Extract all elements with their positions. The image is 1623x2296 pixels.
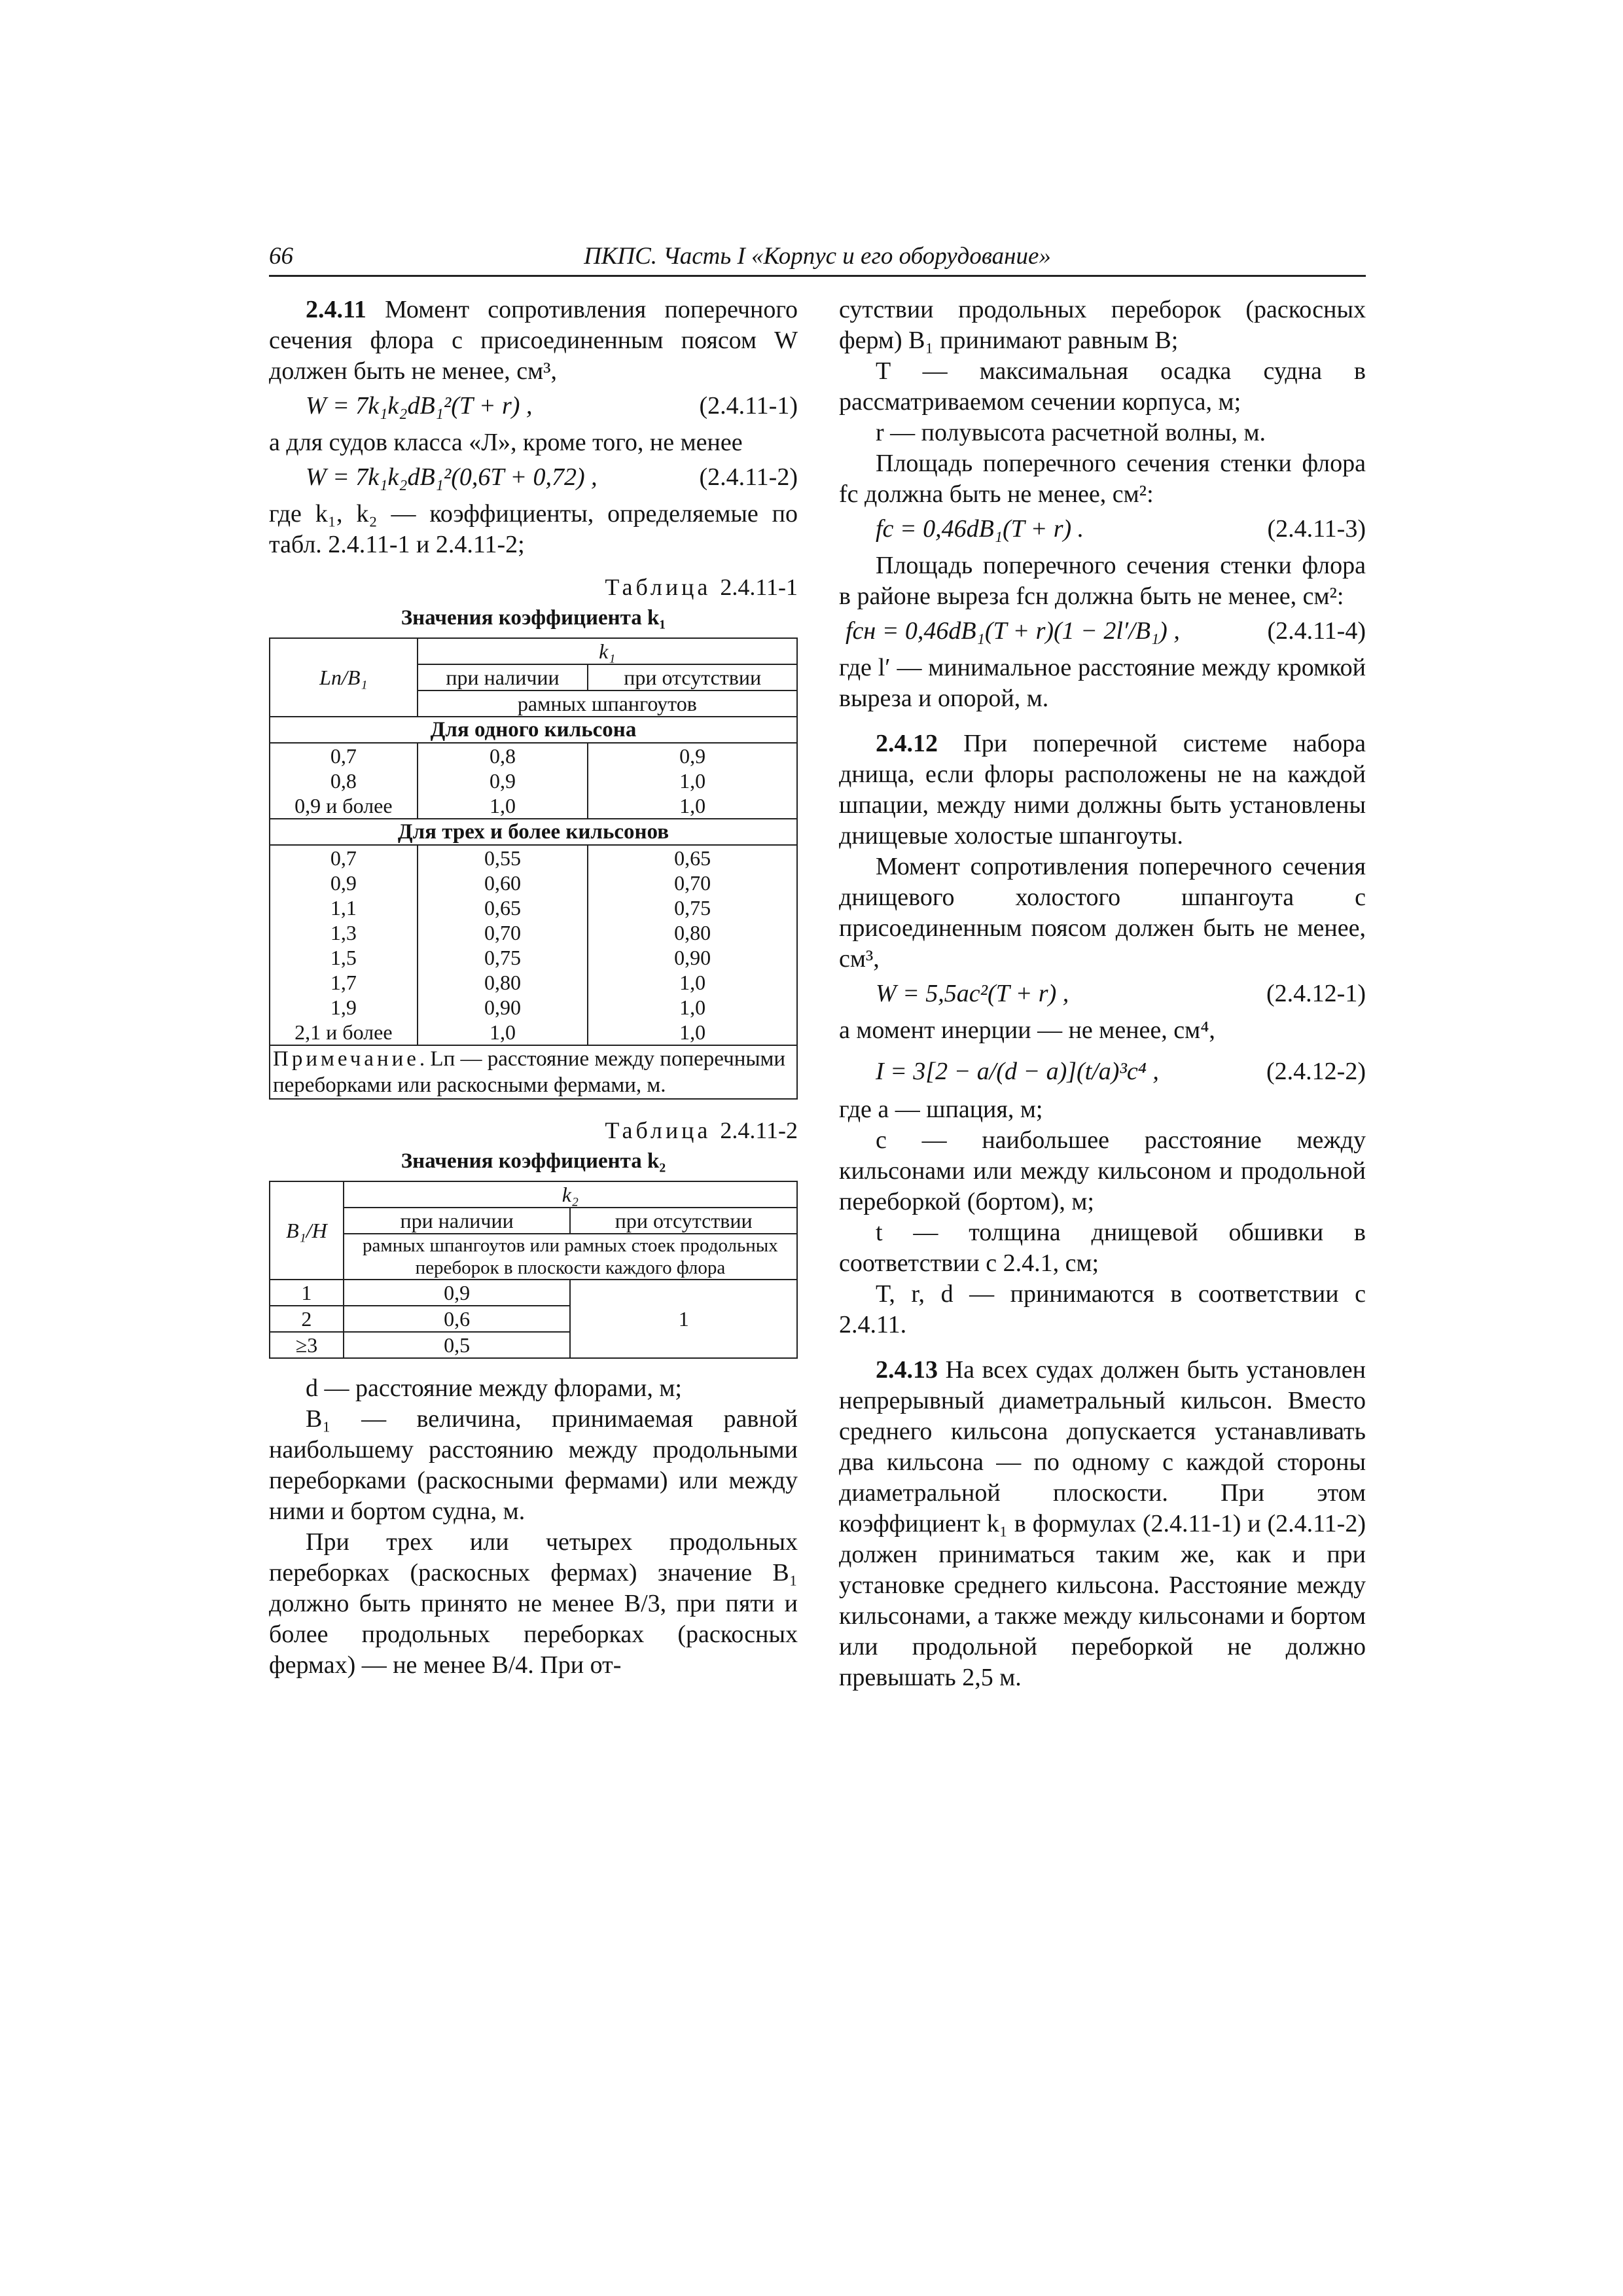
paragraph-2-4-11: 2.4.11 Момент сопротивления поперечного сечения флора с присоединенным поясом W должен быть не менее, см³, (269, 296, 798, 385)
table1-rowhead: Lп/B₁ (270, 638, 418, 717)
table2-cell: ≥3 (270, 1332, 344, 1358)
definition-a: где a — шпация, м; (839, 1096, 1043, 1123)
table1-cell: 0,7 (270, 743, 418, 768)
table2-cell: 1 (270, 1280, 344, 1306)
table1-row (270, 895, 797, 920)
table1-row (270, 743, 797, 768)
table1-cell: 0,65 (418, 895, 588, 920)
table1-cell: 1,9 (270, 995, 418, 1020)
right-column (839, 295, 1366, 1693)
formula-2-4-11-3: fc = 0,46dB₁(T + r) . (2.4.11-3) (876, 515, 1366, 543)
page-number: 66 (269, 243, 293, 270)
table1-without-header: при отсутствии (588, 664, 797, 691)
definition-c: c — наибольшее расстояние между кильсонами или между кильсоном и продольной переборкой (бортом), м; (839, 1126, 1366, 1215)
table-k1 (269, 637, 798, 1100)
table1-cell: 1,7 (270, 970, 418, 995)
table1-cell: 2,1 и более (270, 1020, 418, 1045)
clause-number: 2.4.12 (876, 730, 938, 757)
table1-cell: 0,9 (418, 768, 588, 793)
table2-label: Таблица 2.4.11-2 (605, 1117, 798, 1143)
table1-row (270, 970, 797, 995)
table1-cell: 1,3 (270, 920, 418, 945)
table1-cell: 1,0 (588, 1020, 797, 1045)
paragraph-inertia: а момент инерции — не менее, см⁴, (839, 1016, 1215, 1044)
table1-row (270, 768, 797, 793)
table1-cell: 0,9 (270, 870, 418, 895)
clause-number: 2.4.13 (876, 1356, 938, 1384)
table2-cell: 0,9 (344, 1280, 571, 1306)
table2-with-header: при наличии (344, 1208, 571, 1234)
formula-2-4-12-1: W = 5,5ac²(T + r) , (2.4.12-1) (876, 980, 1366, 1007)
table1-cell: 0,75 (418, 945, 588, 970)
table1-k-header: k₁ (418, 638, 797, 664)
table1-cell: 0,90 (588, 945, 797, 970)
table2-merged-cell: 1 (570, 1280, 797, 1358)
paragraph-fc: Площадь поперечного сечения стенки флора fc должна быть не менее, см²: (839, 450, 1366, 508)
table1-with-header: при наличии (418, 664, 588, 691)
table1-cell: 0,75 (588, 895, 797, 920)
table1-row (270, 1020, 797, 1045)
table1-cell: 0,8 (270, 768, 418, 793)
formula-2-4-11-1: W = 7k₁k₂dB₁²(T + r) , (2.4.11-1) (306, 392, 798, 420)
running-title: ПКПС. Часть I «Корпус и его оборудование» (584, 243, 1051, 270)
table2-cell: 0,5 (344, 1332, 571, 1358)
table1-row (270, 870, 797, 895)
table1-note: Примечание. Lп — расстояние между поперечными переборками или раскосными фермами, м. (270, 1045, 797, 1099)
table1-cell: 0,9 (588, 743, 797, 768)
table2-k-header: k₂ (344, 1181, 797, 1208)
table1-cell: 1,0 (418, 793, 588, 819)
table-k2 (269, 1181, 798, 1359)
formula-2-4-12-2: I = 3[2 − a/(d − a)](t/a)³c⁴ , (2.4.12-2) (876, 1058, 1366, 1085)
paragraph-continuation: сутствии продольных переборок (раскосных ферм) B₁ принимают равным B; (839, 296, 1366, 354)
running-header (269, 237, 1366, 277)
left-column (269, 295, 798, 1681)
table2-caption: Значения коэффициента k₂ (401, 1149, 666, 1173)
paragraph-2-4-13: 2.4.13 На всех судах должен быть установлен непрерывный диаметральный кильсон. Вместо среднего кильсона допускается устанавливать два кильсона — по одному с каждой стороны диаметральной плоскости. При этом коэффициент k₁ в формулах (2.4.11-1) и (2.4.11-2) должен приниматься таким же, как и при установке среднего кильсона. Расстояние между кильсонами, а также между кильсонами и бортом или продольной переборкой не должно превышать 2,5 м. (839, 1356, 1366, 1691)
table1-cell: 0,9 и более (270, 793, 418, 819)
definition-r: r — полувысота расчетной волны, м. (876, 419, 1266, 446)
table1-cell: 0,70 (418, 920, 588, 945)
paragraph-bulkheads: При трех или четырех продольных переборках (раскосных фермах) значение B₁ должно быть принято не менее B/3, при пяти и более продольных переборках (раскосных фермах) — не менее B/4. При от- (269, 1528, 798, 1679)
paragraph-coefficients: где k₁, k₂ — коэффициенты, определяемые по табл. 2.4.11-1 и 2.4.11-2; (269, 500, 798, 558)
table2-rowhead: B₁/H (270, 1181, 344, 1280)
paragraph-fcn: Площадь поперечного сечения стенки флора в районе выреза fсн должна быть не менее, см²: (839, 552, 1366, 610)
table1-cell: 0,80 (588, 920, 797, 945)
table1-caption: Значения коэффициента k₁ (401, 606, 666, 630)
table1-cell: 0,55 (418, 845, 588, 870)
table1-row (270, 945, 797, 970)
table1-cell: 0,80 (418, 970, 588, 995)
table1-row (270, 845, 797, 870)
table1-cell: 1,1 (270, 895, 418, 920)
table1-row (270, 793, 797, 819)
formula-2-4-11-2: W = 7k₁k₂dB₁²(0,6T + 0,72) , (2.4.11-2) (306, 463, 798, 491)
definition-trd: T, r, d — принимаются в соответствии с 2.4.11. (839, 1280, 1366, 1338)
formula-2-4-11-4: fсн = 0,46dB₁(T + r)(1 − 2l′/B₁) , (2.4.11-4) (846, 617, 1366, 645)
table1-cell: 0,70 (588, 870, 797, 895)
table2-cell: 2 (270, 1306, 344, 1332)
definition-b1: B₁ — величина, принимаемая равной наибольшему расстоянию между продольными переборками (раскосными фермами) или между ними и бортом судна, м. (269, 1405, 798, 1525)
table1-section-three: Для трех и более кильсонов (270, 819, 797, 845)
table1-cell: 1,0 (418, 1020, 588, 1045)
table1-cell: 1,0 (588, 793, 797, 819)
table1-cell: 1,0 (588, 768, 797, 793)
table1-label: Таблица 2.4.11-1 (605, 574, 798, 600)
table1-cell: 0,90 (418, 995, 588, 1020)
table2-without-header: при отсутствии (570, 1208, 797, 1234)
clause-number: 2.4.11 (306, 296, 366, 323)
table1-cell: 1,0 (588, 970, 797, 995)
table1-cell: 1,5 (270, 945, 418, 970)
table1-cell: 1,0 (588, 995, 797, 1020)
table1-cell: 0,7 (270, 845, 418, 870)
definition-d: d — расстояние между флорами, м; (306, 1374, 682, 1402)
table1-cell: 0,60 (418, 870, 588, 895)
table1-row (270, 920, 797, 945)
table1-section-one: Для одного кильсона (270, 717, 797, 743)
paragraph-class-l: а для судов класса «Л», кроме того, не менее (269, 429, 743, 456)
paragraph-2-4-12: 2.4.12 При поперечной системе набора днища, если флоры расположены не на каждой шпации, между ними должны быть установлены днищевые холостые шпангоуты. (839, 730, 1366, 850)
table1-cell: 0,65 (588, 845, 797, 870)
table2-frames-header: рамных шпангоутов или рамных стоек продольных переборок в плоскости каждого флора (344, 1234, 797, 1280)
definition-t: T — максимальная осадка судна в рассматриваемом сечении корпуса, м; (839, 357, 1366, 416)
table1-cell: 0,8 (418, 743, 588, 768)
table2-cell: 0,6 (344, 1306, 571, 1332)
definition-t-thickness: t — толщина днищевой обшивки в соответствии с 2.4.1, см; (839, 1219, 1366, 1277)
paragraph-moment: Момент сопротивления поперечного сечения днищевого холостого шпангоута с присоединенным поясом должен быть не менее, см³, (839, 853, 1366, 973)
table1-frames-header: рамных шпангоутов (418, 691, 797, 717)
definition-l: где l′ — минимальное расстояние между кромкой выреза и опорой, м. (839, 654, 1366, 712)
table1-row (270, 995, 797, 1020)
